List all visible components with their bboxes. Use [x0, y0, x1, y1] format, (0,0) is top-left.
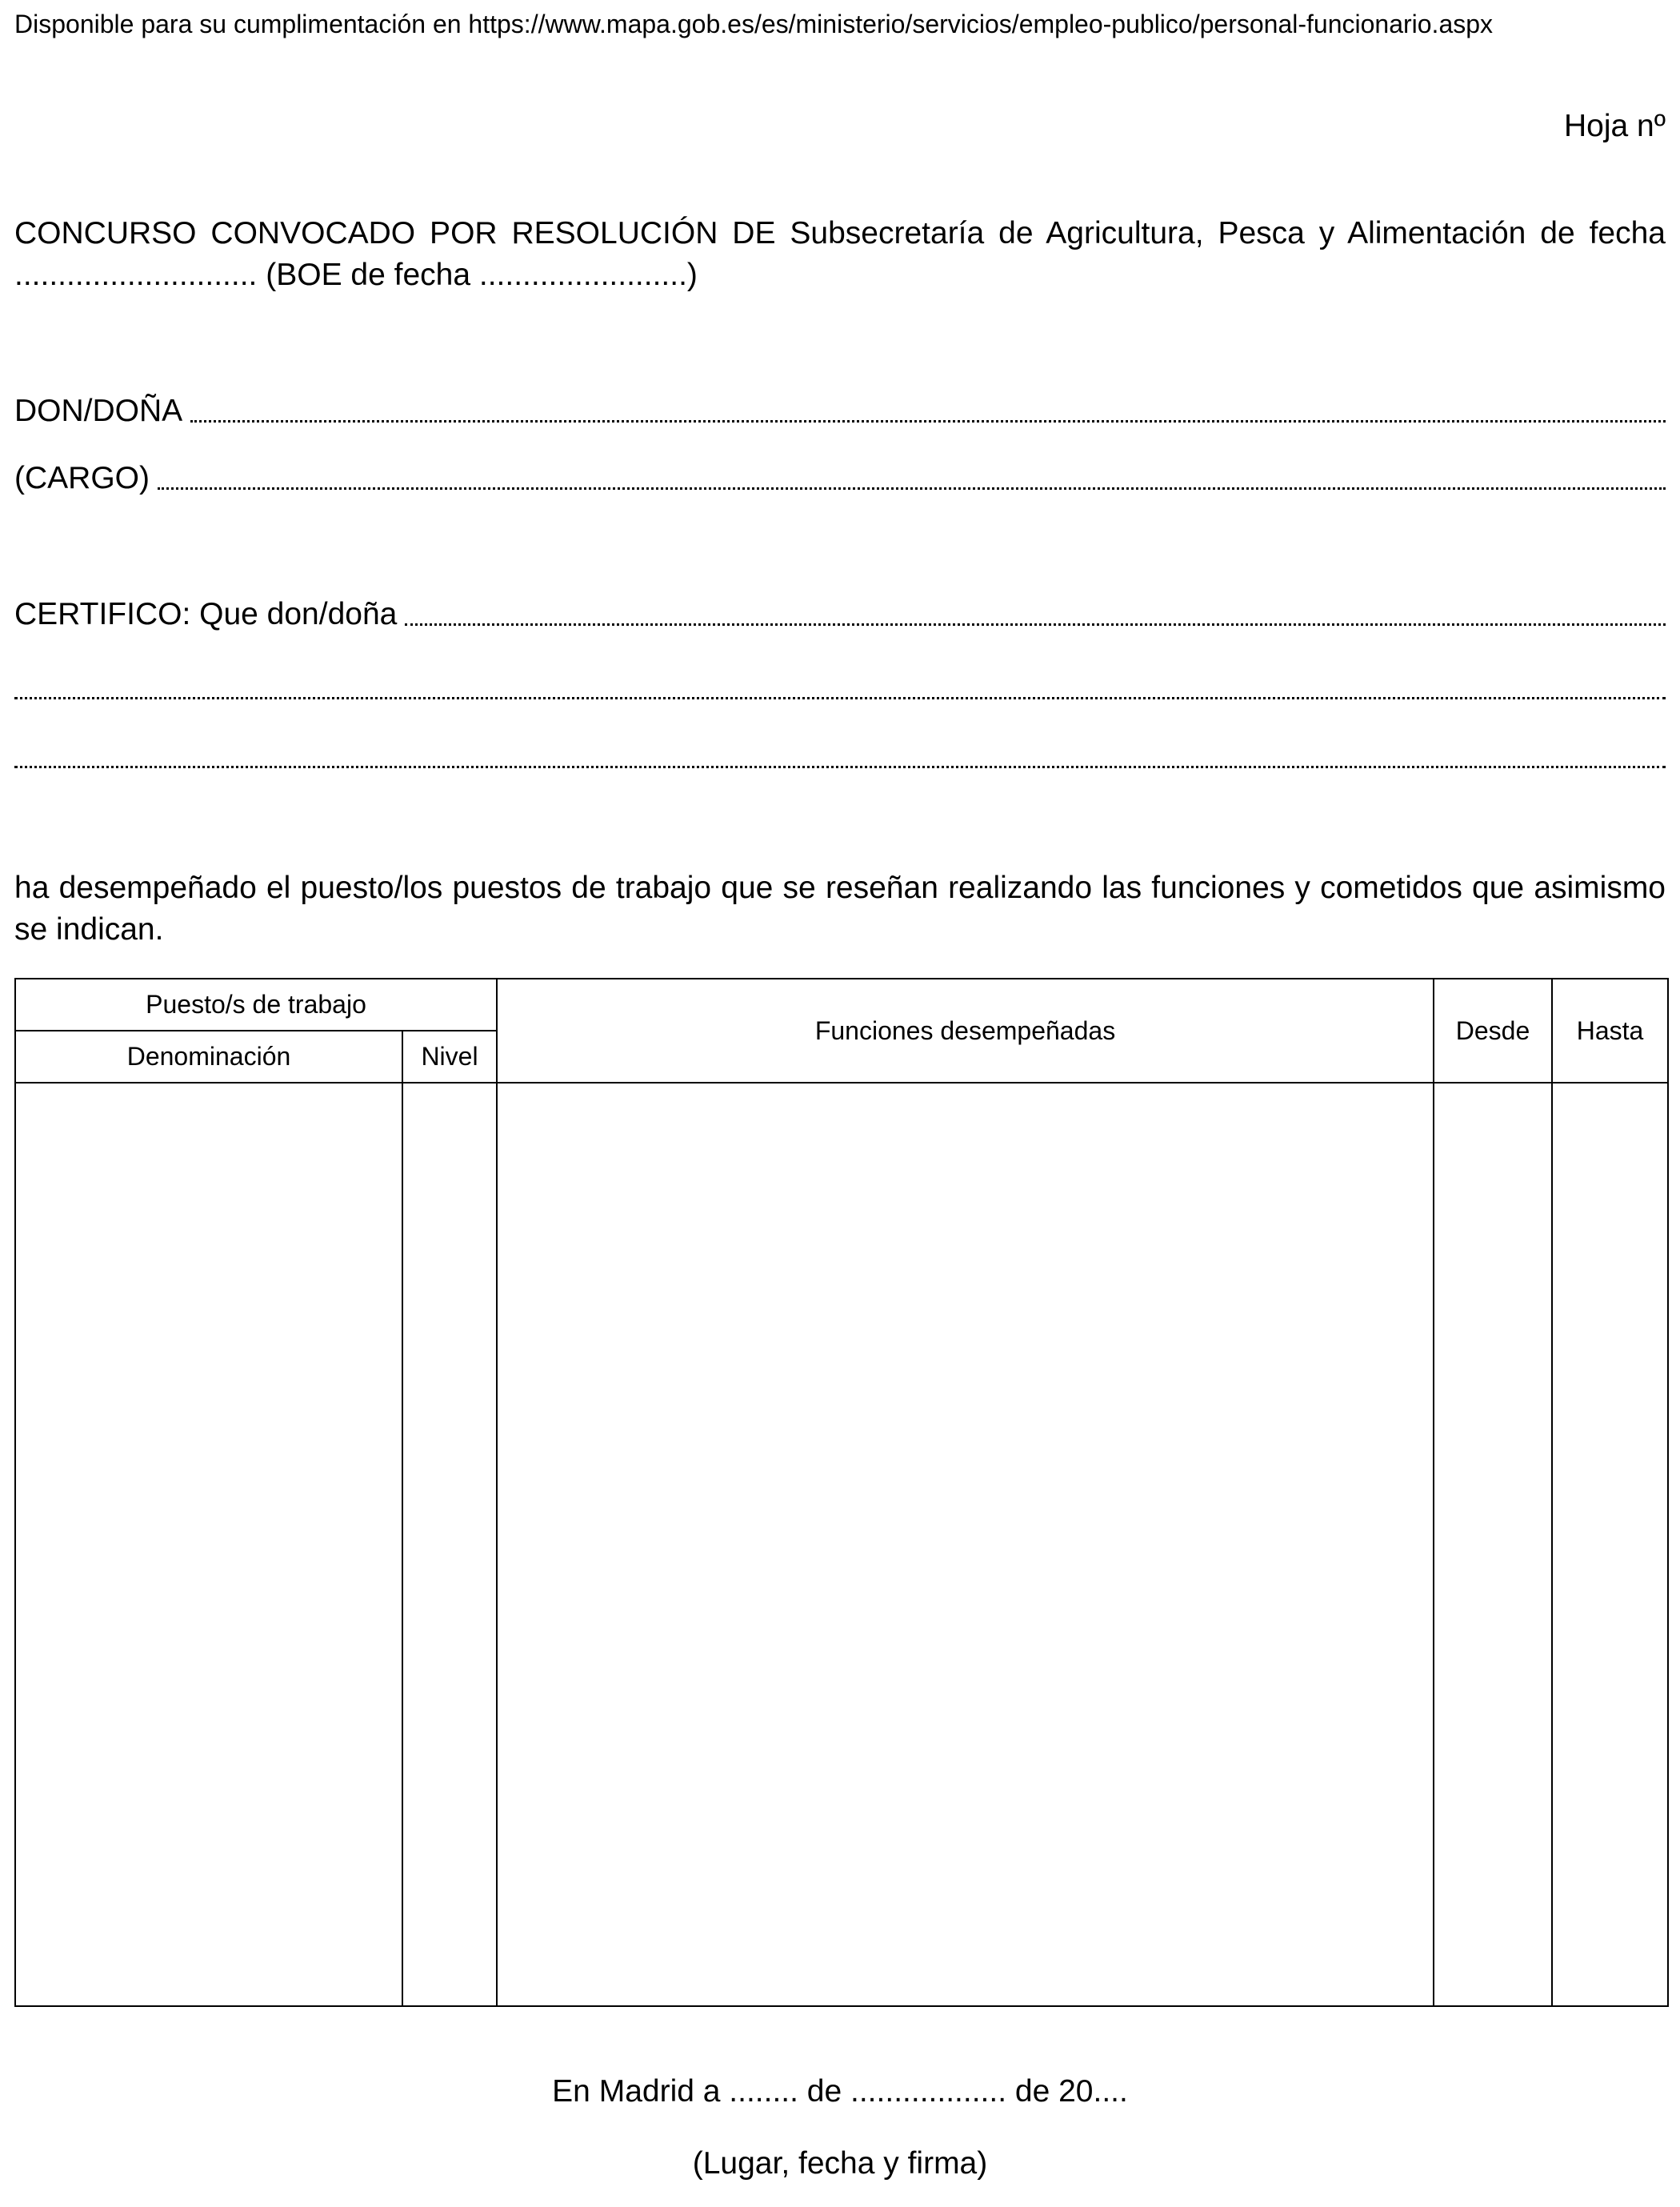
don-dona-label: DON/DOÑA [14, 394, 183, 428]
cargo-dotted-line [158, 487, 1666, 490]
functions-intro-text: ha desempeñado el puesto/los puestos de trabajo que se reseñan realizando las funciones y cometidos que asimismo se indican. [14, 871, 1666, 947]
header-desde: Desde [1434, 979, 1552, 1083]
header-puestos-trabajo: Puesto/s de trabajo [15, 979, 497, 1031]
cargo-label: (CARGO) [14, 461, 150, 495]
header-denominacion: Denominación [15, 1031, 402, 1083]
signature-note: (Lugar, fecha y firma) [692, 2146, 988, 2181]
certifico-continuation-dotted-line-2 [14, 766, 1666, 768]
jobs-table [14, 978, 1669, 2007]
certifico-continuation-field-2[interactable] [14, 736, 1666, 778]
certifico-label: CERTIFICO: Que don/doña [14, 597, 398, 631]
certifico-dotted-line [405, 623, 1666, 626]
certifico-field[interactable] [14, 594, 1666, 635]
cell-desde[interactable] [1434, 1083, 1552, 2006]
header-nivel: Nivel [402, 1031, 497, 1083]
cell-nivel[interactable] [402, 1083, 497, 2006]
certifico-continuation-dotted-line-1 [14, 697, 1666, 699]
table-row [15, 1083, 1668, 2006]
table-header-row [15, 979, 1668, 1031]
don-dona-dotted-line [190, 420, 1666, 423]
availability-note: Disponible para su cumplimentación en https://www.mapa.gob.es/es/ministerio/servicios/empleo-publico/personal-funcionario.aspx [14, 10, 1494, 38]
cell-denominacion[interactable] [15, 1083, 402, 2006]
certifico-continuation-field-1[interactable] [14, 667, 1666, 709]
cell-funciones[interactable] [497, 1083, 1434, 2006]
place-date-line: En Madrid a ........ de .................. de 20.... [552, 2074, 1128, 2109]
header-funciones-desempenadas: Funciones desempeñadas [497, 979, 1434, 1083]
header-hasta: Hasta [1552, 979, 1668, 1083]
contest-intro-text: CONCURSO CONVOCADO POR RESOLUCIÓN DE Subsecretaría de Agricultura, Pesca y Alimentación de fecha ............................ (BOE de fecha ........................) [14, 216, 1666, 292]
don-dona-field[interactable] [14, 391, 1666, 432]
cargo-field[interactable] [14, 458, 1666, 499]
cell-hasta[interactable] [1552, 1083, 1668, 2006]
sheet-number-label: Hoja nº [1564, 109, 1666, 143]
